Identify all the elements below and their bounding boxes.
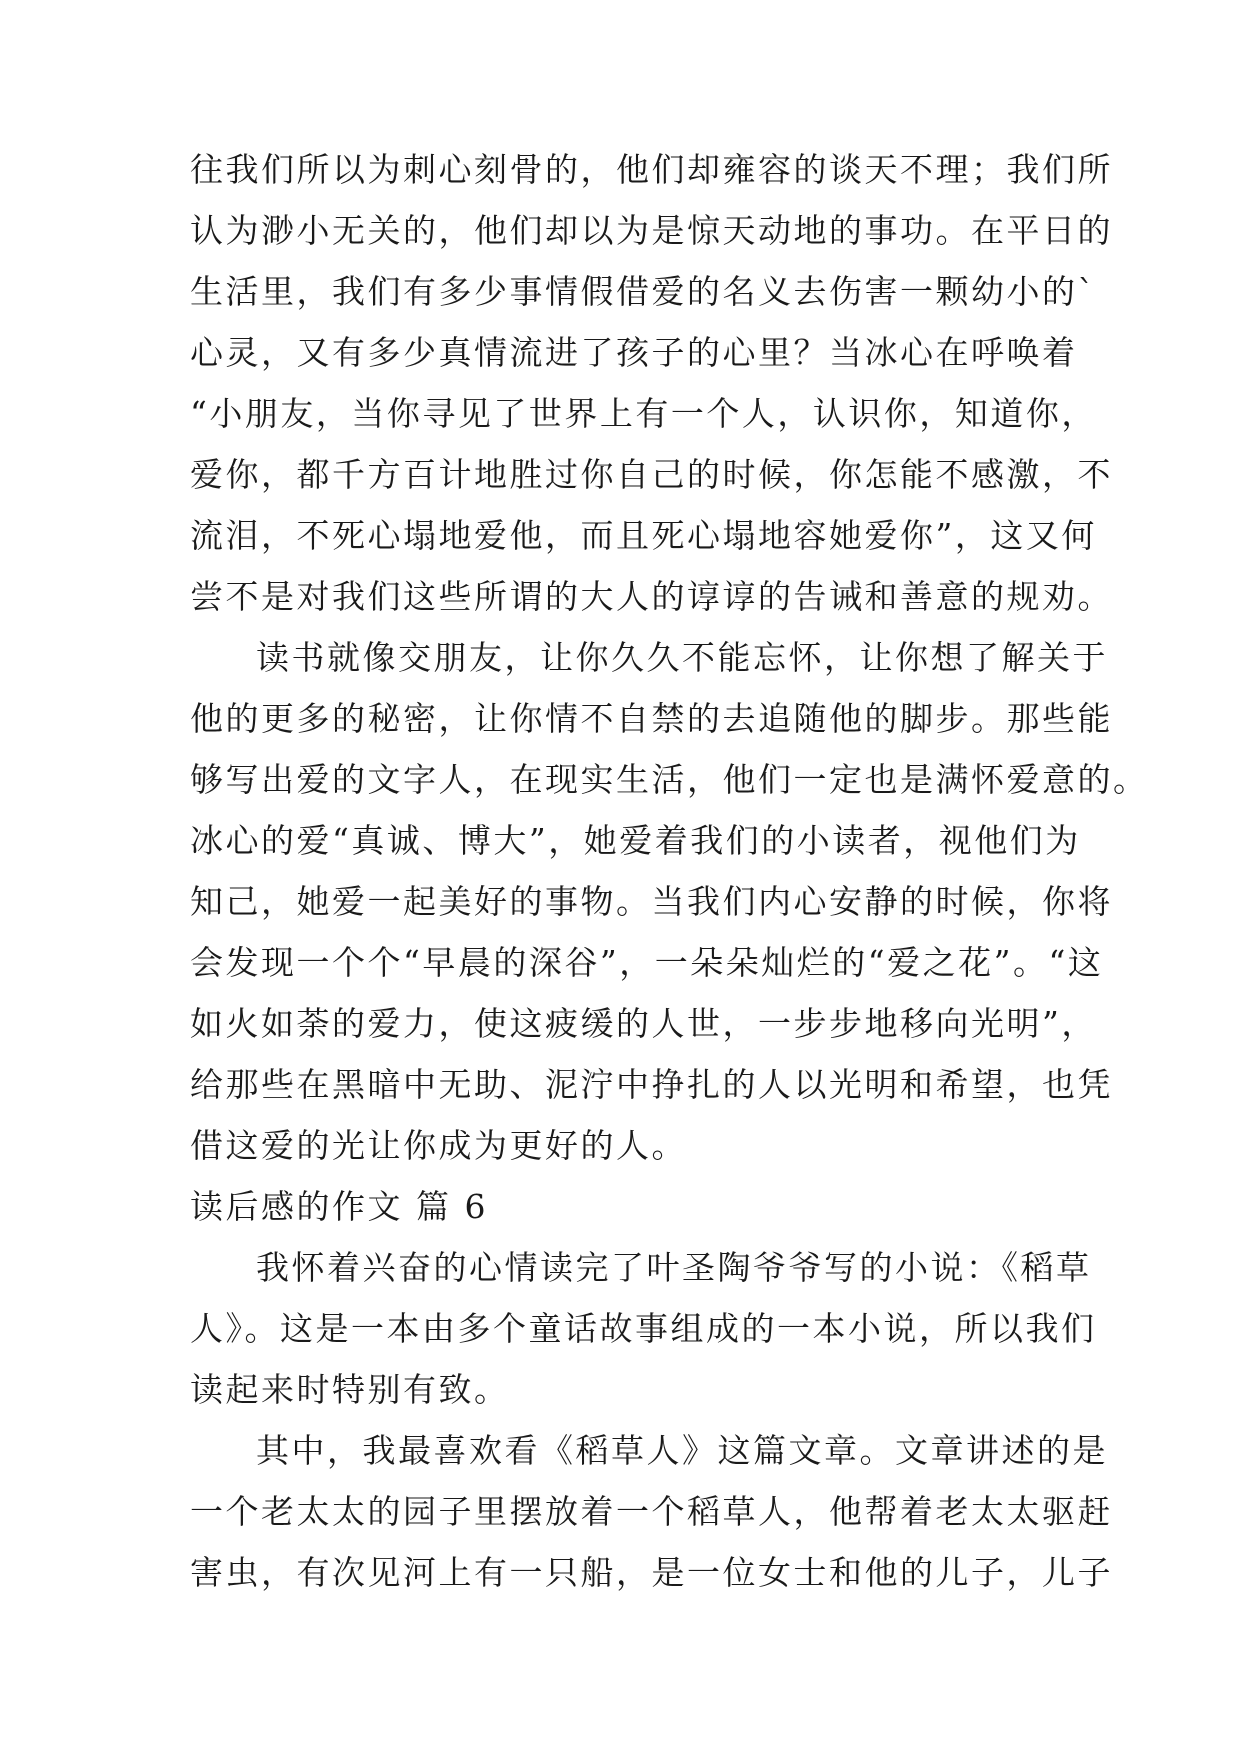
text-line: 知己，她爱一起美好的事物。当我们内心安静的时候，你将 [190,882,1113,921]
text-line: 往我们所以为刺心刻骨的，他们却雍容的谈天不理；我们所 [190,150,1113,189]
text-line: 一个老太太的园子里摆放着一个稻草人，他帮着老太太驱赶 [190,1492,1113,1531]
text-line: 生活里，我们有多少事情假借爱的名义去伤害一颗幼小的` [190,272,1097,311]
text-line: 他的更多的秘密，让你情不自禁的去追随他的脚步。那些能 [190,699,1113,738]
text-line: 人》。这是一本由多个童话故事组成的一本小说，所以我们 [190,1309,1097,1348]
text-line: 尝不是对我们这些所谓的大人的谆谆的告诫和善意的规劝。 [190,577,1113,616]
text-line: “小朋友，当你寻见了世界上有一个人，认识你，知道你， [190,394,1097,433]
text-line: 害虫，有次见河上有一只船，是一位女士和他的儿子，儿子 [190,1553,1113,1592]
text-line: 心灵，又有多少真情流进了孩子的心里？当冰心在呼唤着 [190,333,1078,372]
text-line: 读起来时特别有致。 [190,1370,510,1409]
text-line: 给那些在黑暗中无助、泥泞中挣扎的人以光明和希望，也凭 [190,1065,1113,1104]
paragraph-start: 其中，我最喜欢看《稻草人》这篇文章。文章讲述的是 [256,1431,1108,1470]
text-line: 会发现一个个“早晨的深谷”，一朵朵灿烂的“爱之花”。“这 [190,943,1104,982]
text-line: 冰心的爱“真诚、博大”，她爱着我们的小读者，视他们为 [190,821,1081,860]
text-line: 流泪，不死心塌地爱他，而且死心塌地容她爱你”，这又何 [190,516,1097,555]
text-line: 如火如荼的爱力，使这疲缓的人世，一步步地移向光明”， [190,1004,1097,1043]
text-line: 爱你，都千方百计地胜过你自己的时候，你怎能不感激，不 [190,455,1113,494]
text-line: 借这爱的光让你成为更好的人。 [190,1126,687,1165]
paragraph-start: 读书就像交朋友，让你久久不能忘怀，让你想了解关于 [256,638,1108,677]
text-line: 够写出爱的文字人，在现实生活，他们一定也是满怀爱意的。 [190,760,1149,799]
paragraph-start: 我怀着兴奋的心情读完了叶圣陶爷爷写的小说：《稻草 [256,1248,1092,1287]
text-line: 认为渺小无关的，他们却以为是惊天动地的事功。在平日的 [190,211,1113,250]
section-heading: 读后感的作文 篇 6 [190,1187,488,1226]
